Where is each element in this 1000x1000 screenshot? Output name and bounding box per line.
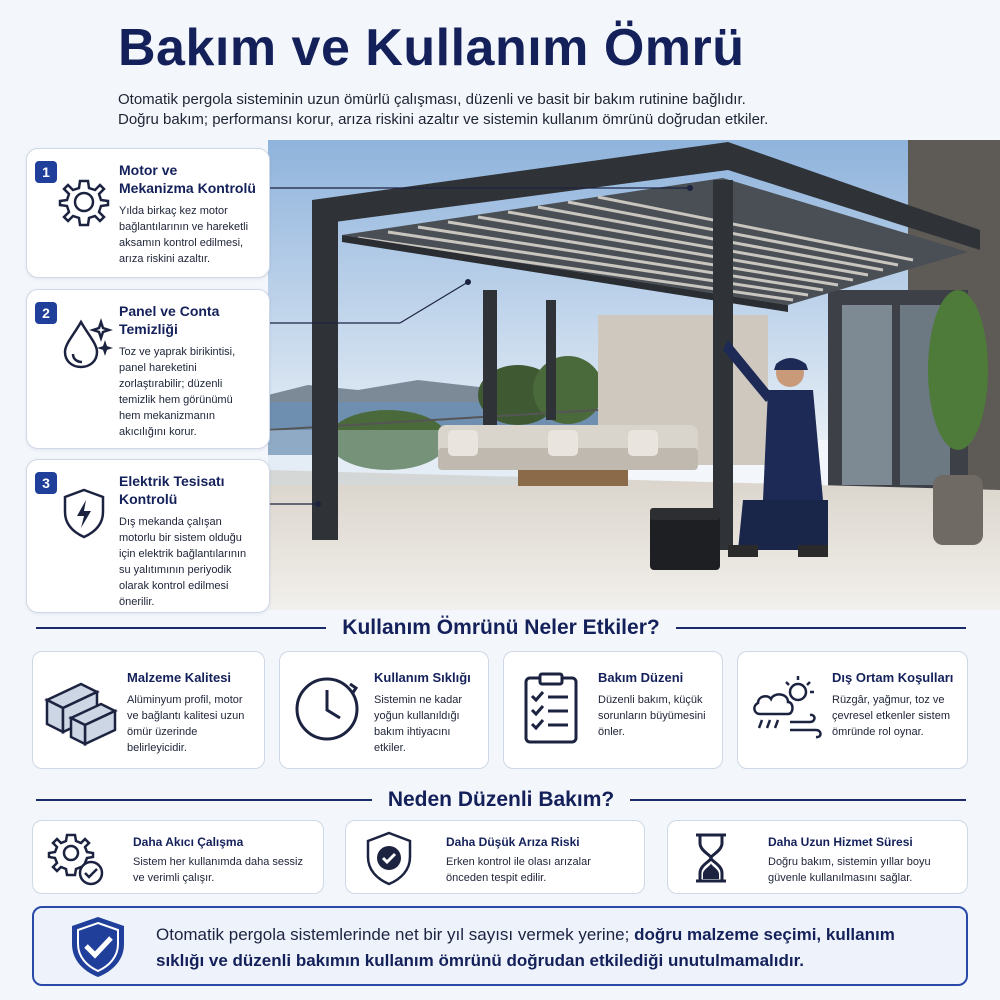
factor-title: Dış Ortam Koşulları (832, 670, 954, 685)
summary-text: Otomatik pergola sistemlerinde net bir yıl sayısı vermek yerine; doğru malzeme seçimi, kullanım sıklığı ve düzenli bakımın kullanım ömrünü doğrudan etkilediği unutulmamalıdır. (156, 925, 895, 970)
maintenance-card-panel (26, 289, 270, 449)
card-body: Dış mekanda çalışan motorlu bir sistem olduğu için elektrik bağlantılarının su yalıtımının periyodik olarak kontrol edilmesi önerilir. (119, 516, 247, 608)
factor-card-weather (737, 651, 968, 769)
aluminum-profile-icon (41, 670, 119, 748)
card-title: Elektrik Tesisatı Kontrolü (119, 473, 225, 507)
electric-shield-icon (55, 484, 113, 542)
divider (36, 627, 326, 629)
step-number: 3 (35, 472, 57, 494)
factor-body: Alüminyum profil, motor ve bağlantı kalitesi uzun ömür üzerinde belirleyicidir. (127, 694, 245, 754)
maintenance-card-electric (26, 459, 270, 613)
section-title: Kullanım Ömrünü Neler Etkiler? (342, 616, 660, 639)
divider (630, 799, 966, 801)
card-body: Toz ve yaprak birikintisi, panel hareketini zorlaştırabilir; düzenli temizlik hem görünümü hem mekanizmanın akıcılığını korur. (119, 346, 236, 438)
intro-line: Otomatik pergola sisteminin uzun ömürlü çalışması, düzenli ve basit bir bakım rutinine bağlıdır. (118, 91, 746, 108)
summary-note (32, 906, 968, 986)
intro-text (118, 90, 858, 130)
factor-title: Bakım Düzeni (598, 670, 684, 685)
factor-body: Sistemin ne kadar yoğun kullanıldığı bakım ihtiyacını etkiler. (374, 694, 463, 754)
weather-icon (746, 670, 824, 748)
card-body: Yılda birkaç kez motor bağlantılarının ve hareketli aksamın kontrol edilmesi, arıza riskini azaltır. (119, 205, 249, 265)
reason-body: Sistem her kullanımda daha sessiz ve verimli çalışır. (133, 856, 303, 884)
reason-title: Daha Düşük Arıza Riski (446, 835, 580, 849)
factors-section-header (36, 613, 966, 643)
gear-icon (55, 173, 113, 231)
shield-check-icon (360, 829, 418, 887)
step-number: 2 (35, 302, 57, 324)
factor-card-maintenance (503, 651, 723, 769)
hourglass-icon (682, 829, 740, 887)
reasons-section-header (36, 785, 966, 815)
reason-card-risk (345, 820, 645, 894)
reason-title: Daha Akıcı Çalışma (133, 835, 244, 849)
reason-title: Daha Uzun Hizmet Süresi (768, 835, 913, 849)
intro-line: Doğru bakım; performansı korur, arıza riskini azaltır ve sistemin kullanım ömrünü doğrudan etkiler. (118, 111, 769, 128)
reason-card-smooth (32, 820, 324, 894)
divider (36, 799, 372, 801)
factor-body: Düzenli bakım, küçük sorunların büyümesini önler. (598, 694, 706, 738)
card-title: Motor ve Mekanizma Kontrolü (119, 162, 256, 196)
factor-card-material (32, 651, 265, 769)
factor-title: Kullanım Sıklığı (374, 670, 471, 685)
water-drop-icon (55, 314, 113, 372)
factor-title: Malzeme Kalitesi (127, 670, 232, 685)
reason-card-lifetime (667, 820, 968, 894)
page-title: Bakım ve Kullanım Ömrü (118, 19, 745, 77)
gear-check-icon (47, 829, 105, 887)
reason-body: Erken kontrol ile olası arızalar önceden tespit edilir. (446, 856, 591, 884)
shield-check-icon (68, 914, 128, 980)
maintenance-card-motor (26, 148, 270, 278)
factor-card-usage (279, 651, 489, 769)
step-number: 1 (35, 161, 57, 183)
factor-body: Rüzgâr, yağmur, toz ve çevresel etkenler sistem ömründe rol oynar. (832, 694, 950, 738)
card-title: Panel ve Conta Temizliği (119, 303, 220, 337)
reason-body: Doğru bakım, sistemin yıllar boyu güvenle kullanılmasını sağlar. (768, 856, 931, 884)
clock-icon (288, 670, 366, 748)
checklist-icon (512, 670, 590, 748)
divider (676, 627, 966, 629)
pergola-illustration (268, 140, 1000, 610)
section-title: Neden Düzenli Bakım? (387, 788, 615, 811)
